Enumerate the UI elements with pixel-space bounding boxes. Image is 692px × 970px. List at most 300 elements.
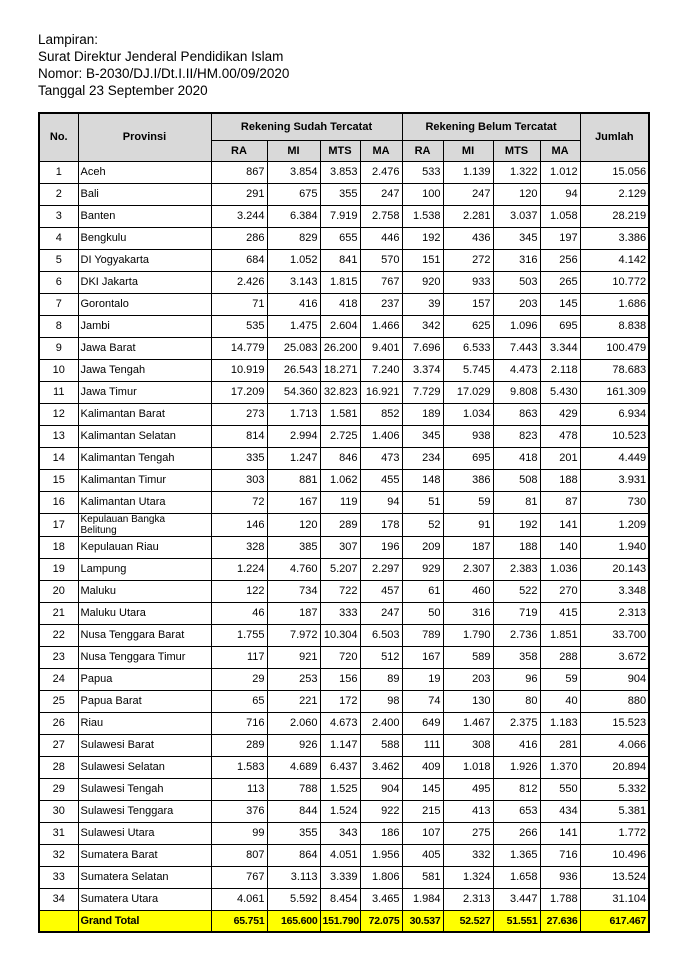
value-sudah: 535 xyxy=(211,315,267,337)
value-sudah: 333 xyxy=(320,602,360,624)
value-belum: 789 xyxy=(402,624,443,646)
table-row xyxy=(39,888,649,910)
row-total: 2.129 xyxy=(580,183,649,205)
value-belum: 416 xyxy=(493,734,540,756)
province-name: Aceh xyxy=(78,161,211,183)
value-belum: 107 xyxy=(402,822,443,844)
row-total: 15.056 xyxy=(580,161,649,183)
grand-total-jumlah: 617.467 xyxy=(580,910,649,932)
value-belum: 141 xyxy=(540,822,580,844)
value-belum: 345 xyxy=(402,425,443,447)
province-name: Maluku xyxy=(78,580,211,602)
value-belum: 7.729 xyxy=(402,381,443,403)
value-sudah: 10.919 xyxy=(211,359,267,381)
row-number: 31 xyxy=(39,822,78,844)
value-belum: 6.533 xyxy=(443,337,493,359)
value-belum: 2.307 xyxy=(443,558,493,580)
value-belum: 145 xyxy=(402,778,443,800)
value-sudah: 25.083 xyxy=(267,337,320,359)
province-name: Kepulauan Riau xyxy=(78,536,211,558)
value-belum: 386 xyxy=(443,469,493,491)
province-name: Bali xyxy=(78,183,211,205)
province-name: Lampung xyxy=(78,558,211,580)
value-sudah: 335 xyxy=(211,447,267,469)
value-sudah: 921 xyxy=(267,646,320,668)
value-sudah: 588 xyxy=(360,734,402,756)
value-sudah: 3.244 xyxy=(211,205,267,227)
row-number: 12 xyxy=(39,403,78,425)
value-sudah: 1.583 xyxy=(211,756,267,778)
value-belum: 1.012 xyxy=(540,161,580,183)
value-sudah: 196 xyxy=(360,536,402,558)
value-sudah: 720 xyxy=(320,646,360,668)
header-provinsi: Provinsi xyxy=(78,113,211,161)
value-sudah: 26.200 xyxy=(320,337,360,359)
value-sudah: 273 xyxy=(211,403,267,425)
value-belum: 522 xyxy=(493,580,540,602)
grand-total-sudah: 165.600 xyxy=(267,910,320,932)
value-belum: 409 xyxy=(402,756,443,778)
value-belum: 7.696 xyxy=(402,337,443,359)
province-name: Maluku Utara xyxy=(78,602,211,624)
row-total: 3.931 xyxy=(580,469,649,491)
value-belum: 192 xyxy=(493,513,540,536)
table-row xyxy=(39,800,649,822)
header-belum-ma: MA xyxy=(540,140,580,161)
value-belum: 418 xyxy=(493,447,540,469)
value-sudah: 1.806 xyxy=(360,866,402,888)
value-belum: 342 xyxy=(402,315,443,337)
value-sudah: 146 xyxy=(211,513,267,536)
value-sudah: 99 xyxy=(211,822,267,844)
value-belum: 4.473 xyxy=(493,359,540,381)
value-belum: 863 xyxy=(493,403,540,425)
row-total: 1.940 xyxy=(580,536,649,558)
row-total: 1.209 xyxy=(580,513,649,536)
row-number: 26 xyxy=(39,712,78,734)
grand-total-sudah: 65.751 xyxy=(211,910,267,932)
row-total: 10.772 xyxy=(580,271,649,293)
value-belum: 188 xyxy=(493,536,540,558)
value-belum: 140 xyxy=(540,536,580,558)
row-total: 20.143 xyxy=(580,558,649,580)
value-belum: 653 xyxy=(493,800,540,822)
grand-total-sudah: 72.075 xyxy=(360,910,402,932)
value-belum: 460 xyxy=(443,580,493,602)
province-name: Sulawesi Utara xyxy=(78,822,211,844)
value-sudah: 655 xyxy=(320,227,360,249)
value-belum: 167 xyxy=(402,646,443,668)
value-belum: 933 xyxy=(443,271,493,293)
row-number: 8 xyxy=(39,315,78,337)
table-row xyxy=(39,337,649,359)
row-number: 24 xyxy=(39,668,78,690)
table-row xyxy=(39,161,649,183)
value-belum: 649 xyxy=(402,712,443,734)
value-sudah: 7.240 xyxy=(360,359,402,381)
value-belum: 2.313 xyxy=(443,888,493,910)
value-belum: 405 xyxy=(402,844,443,866)
value-sudah: 3.113 xyxy=(267,866,320,888)
table-row xyxy=(39,668,649,690)
value-belum: 288 xyxy=(540,646,580,668)
value-sudah: 4.673 xyxy=(320,712,360,734)
header-belum-mi: MI xyxy=(443,140,493,161)
row-number: 15 xyxy=(39,469,78,491)
value-sudah: 570 xyxy=(360,249,402,271)
value-sudah: 1.815 xyxy=(320,271,360,293)
value-sudah: 3.339 xyxy=(320,866,360,888)
value-belum: 247 xyxy=(443,183,493,205)
header-sudah-ma: MA xyxy=(360,140,402,161)
row-number: 21 xyxy=(39,602,78,624)
value-belum: 265 xyxy=(540,271,580,293)
value-sudah: 6.384 xyxy=(267,205,320,227)
table-row xyxy=(39,293,649,315)
value-belum: 40 xyxy=(540,690,580,712)
value-belum: 188 xyxy=(540,469,580,491)
value-sudah: 1.406 xyxy=(360,425,402,447)
province-name: Sulawesi Selatan xyxy=(78,756,211,778)
value-sudah: 684 xyxy=(211,249,267,271)
row-total: 4.449 xyxy=(580,447,649,469)
value-sudah: 1.247 xyxy=(267,447,320,469)
value-sudah: 5.592 xyxy=(267,888,320,910)
row-number: 28 xyxy=(39,756,78,778)
table-header xyxy=(39,113,649,161)
row-number: 29 xyxy=(39,778,78,800)
value-sudah: 122 xyxy=(211,580,267,602)
province-name: Jambi xyxy=(78,315,211,337)
value-sudah: 89 xyxy=(360,668,402,690)
value-sudah: 291 xyxy=(211,183,267,205)
province-name-text: Kepulauan Bangka Belitung xyxy=(80,513,166,536)
table-row xyxy=(39,447,649,469)
province-name: Kalimantan Tengah xyxy=(78,447,211,469)
value-belum: 332 xyxy=(443,844,493,866)
value-sudah: 922 xyxy=(360,800,402,822)
value-sudah: 172 xyxy=(320,690,360,712)
value-belum: 59 xyxy=(540,668,580,690)
value-sudah: 4.760 xyxy=(267,558,320,580)
value-belum: 111 xyxy=(402,734,443,756)
row-total: 4.142 xyxy=(580,249,649,271)
value-sudah: 867 xyxy=(211,161,267,183)
header-belum-mts: MTS xyxy=(493,140,540,161)
table-row xyxy=(39,558,649,580)
value-belum: 1.183 xyxy=(540,712,580,734)
value-sudah: 1.581 xyxy=(320,403,360,425)
value-belum: 17.029 xyxy=(443,381,493,403)
value-sudah: 788 xyxy=(267,778,320,800)
row-number: 2 xyxy=(39,183,78,205)
row-number: 14 xyxy=(39,447,78,469)
value-sudah: 376 xyxy=(211,800,267,822)
value-belum: 936 xyxy=(540,866,580,888)
value-sudah: 14.779 xyxy=(211,337,267,359)
header-group-sudah: Rekening Sudah Tercatat xyxy=(211,113,402,140)
value-belum: 3.037 xyxy=(493,205,540,227)
value-belum: 234 xyxy=(402,447,443,469)
province-name: Sulawesi Tenggara xyxy=(78,800,211,822)
value-sudah: 675 xyxy=(267,183,320,205)
value-sudah: 247 xyxy=(360,183,402,205)
value-sudah: 289 xyxy=(320,513,360,536)
row-total: 78.683 xyxy=(580,359,649,381)
value-belum: 59 xyxy=(443,491,493,513)
value-belum: 5.430 xyxy=(540,381,580,403)
value-sudah: 98 xyxy=(360,690,402,712)
value-belum: 203 xyxy=(493,293,540,315)
value-sudah: 328 xyxy=(211,536,267,558)
row-total: 161.309 xyxy=(580,381,649,403)
value-belum: 1.324 xyxy=(443,866,493,888)
value-sudah: 2.297 xyxy=(360,558,402,580)
grand-total-belum: 51.551 xyxy=(493,910,540,932)
row-total: 880 xyxy=(580,690,649,712)
header-sudah-mts: MTS xyxy=(320,140,360,161)
row-total: 3.348 xyxy=(580,580,649,602)
value-sudah: 9.401 xyxy=(360,337,402,359)
value-sudah: 926 xyxy=(267,734,320,756)
value-belum: 3.374 xyxy=(402,359,443,381)
value-sudah: 2.476 xyxy=(360,161,402,183)
value-belum: 52 xyxy=(402,513,443,536)
value-belum: 2.375 xyxy=(493,712,540,734)
value-belum: 1.365 xyxy=(493,844,540,866)
value-belum: 716 xyxy=(540,844,580,866)
value-belum: 1.370 xyxy=(540,756,580,778)
value-belum: 187 xyxy=(443,536,493,558)
row-total: 2.313 xyxy=(580,602,649,624)
value-sudah: 3.462 xyxy=(360,756,402,778)
value-belum: 1.984 xyxy=(402,888,443,910)
row-number: 6 xyxy=(39,271,78,293)
row-number: 32 xyxy=(39,844,78,866)
value-belum: 429 xyxy=(540,403,580,425)
grand-total-sudah: 151.790 xyxy=(320,910,360,932)
value-belum: 145 xyxy=(540,293,580,315)
value-belum: 1.851 xyxy=(540,624,580,646)
table-row xyxy=(39,403,649,425)
value-belum: 415 xyxy=(540,602,580,624)
table-row xyxy=(39,491,649,513)
row-number: 27 xyxy=(39,734,78,756)
value-sudah: 841 xyxy=(320,249,360,271)
row-number: 20 xyxy=(39,580,78,602)
value-belum: 2.281 xyxy=(443,205,493,227)
value-sudah: 2.400 xyxy=(360,712,402,734)
value-sudah: 1.956 xyxy=(360,844,402,866)
province-name: Kalimantan Utara xyxy=(78,491,211,513)
value-belum: 270 xyxy=(540,580,580,602)
value-belum: 2.118 xyxy=(540,359,580,381)
value-sudah: 1.525 xyxy=(320,778,360,800)
value-belum: 533 xyxy=(402,161,443,183)
value-sudah: 32.823 xyxy=(320,381,360,403)
province-name: Sulawesi Tengah xyxy=(78,778,211,800)
value-belum: 929 xyxy=(402,558,443,580)
value-sudah: 512 xyxy=(360,646,402,668)
value-sudah: 767 xyxy=(360,271,402,293)
province-accounts-table xyxy=(38,112,650,933)
value-belum: 120 xyxy=(493,183,540,205)
value-sudah: 3.853 xyxy=(320,161,360,183)
value-belum: 695 xyxy=(540,315,580,337)
value-belum: 316 xyxy=(493,249,540,271)
value-sudah: 120 xyxy=(267,513,320,536)
value-sudah: 1.524 xyxy=(320,800,360,822)
table-row xyxy=(39,624,649,646)
table-row xyxy=(39,205,649,227)
value-belum: 508 xyxy=(493,469,540,491)
grand-total-row xyxy=(39,910,649,932)
value-belum: 5.745 xyxy=(443,359,493,381)
row-number: 17 xyxy=(39,513,78,536)
value-belum: 1.467 xyxy=(443,712,493,734)
table-row xyxy=(39,844,649,866)
province-name: Nusa Tenggara Timur xyxy=(78,646,211,668)
value-sudah: 307 xyxy=(320,536,360,558)
value-belum: 94 xyxy=(540,183,580,205)
table-row xyxy=(39,646,649,668)
value-sudah: 4.051 xyxy=(320,844,360,866)
value-belum: 581 xyxy=(402,866,443,888)
row-total: 33.700 xyxy=(580,624,649,646)
value-sudah: 3.854 xyxy=(267,161,320,183)
value-belum: 1.139 xyxy=(443,161,493,183)
value-belum: 272 xyxy=(443,249,493,271)
table-row xyxy=(39,712,649,734)
value-sudah: 186 xyxy=(360,822,402,844)
row-total: 100.479 xyxy=(580,337,649,359)
row-number: 18 xyxy=(39,536,78,558)
value-belum: 1.036 xyxy=(540,558,580,580)
province-name: Kalimantan Barat xyxy=(78,403,211,425)
value-sudah: 286 xyxy=(211,227,267,249)
value-sudah: 418 xyxy=(320,293,360,315)
value-belum: 436 xyxy=(443,227,493,249)
header-sudah-ra: RA xyxy=(211,140,267,161)
header-surat: Surat Direktur Jenderal Pendidikan Islam xyxy=(38,49,284,64)
table-row xyxy=(39,183,649,205)
row-number: 34 xyxy=(39,888,78,910)
value-belum: 823 xyxy=(493,425,540,447)
value-belum: 2.383 xyxy=(493,558,540,580)
value-belum: 275 xyxy=(443,822,493,844)
table-row xyxy=(39,469,649,491)
value-belum: 96 xyxy=(493,668,540,690)
value-belum: 148 xyxy=(402,469,443,491)
value-belum: 345 xyxy=(493,227,540,249)
value-belum: 1.658 xyxy=(493,866,540,888)
row-total: 5.381 xyxy=(580,800,649,822)
row-number: 1 xyxy=(39,161,78,183)
province-name: Gorontalo xyxy=(78,293,211,315)
value-sudah: 119 xyxy=(320,491,360,513)
value-sudah: 416 xyxy=(267,293,320,315)
value-sudah: 355 xyxy=(320,183,360,205)
value-belum: 316 xyxy=(443,602,493,624)
value-sudah: 844 xyxy=(267,800,320,822)
row-total: 3.672 xyxy=(580,646,649,668)
value-sudah: 303 xyxy=(211,469,267,491)
value-sudah: 343 xyxy=(320,822,360,844)
value-belum: 80 xyxy=(493,690,540,712)
row-number: 13 xyxy=(39,425,78,447)
table-row xyxy=(39,513,649,536)
value-sudah: 904 xyxy=(360,778,402,800)
row-total: 10.523 xyxy=(580,425,649,447)
row-total: 730 xyxy=(580,491,649,513)
table-row xyxy=(39,425,649,447)
value-belum: 1.322 xyxy=(493,161,540,183)
value-sudah: 814 xyxy=(211,425,267,447)
value-sudah: 178 xyxy=(360,513,402,536)
value-sudah: 46 xyxy=(211,602,267,624)
value-sudah: 2.426 xyxy=(211,271,267,293)
value-sudah: 1.052 xyxy=(267,249,320,271)
province-name: Sumatera Barat xyxy=(78,844,211,866)
grand-total-empty xyxy=(39,910,78,932)
header-lampiran: Lampiran: xyxy=(38,32,99,47)
value-belum: 215 xyxy=(402,800,443,822)
table-row xyxy=(39,536,649,558)
value-sudah: 716 xyxy=(211,712,267,734)
value-sudah: 7.919 xyxy=(320,205,360,227)
value-belum: 1.926 xyxy=(493,756,540,778)
table-row xyxy=(39,756,649,778)
value-sudah: 1.466 xyxy=(360,315,402,337)
row-total: 8.838 xyxy=(580,315,649,337)
value-belum: 3.344 xyxy=(540,337,580,359)
province-name: DI Yogyakarta xyxy=(78,249,211,271)
value-belum: 61 xyxy=(402,580,443,602)
value-sudah: 1.224 xyxy=(211,558,267,580)
row-number: 4 xyxy=(39,227,78,249)
value-belum: 100 xyxy=(402,183,443,205)
row-total: 904 xyxy=(580,668,649,690)
province-name: Sumatera Utara xyxy=(78,888,211,910)
value-belum: 1.096 xyxy=(493,315,540,337)
province-name: Sumatera Selatan xyxy=(78,866,211,888)
value-belum: 281 xyxy=(540,734,580,756)
value-sudah: 2.060 xyxy=(267,712,320,734)
value-belum: 478 xyxy=(540,425,580,447)
value-belum: 3.447 xyxy=(493,888,540,910)
value-belum: 201 xyxy=(540,447,580,469)
row-number: 3 xyxy=(39,205,78,227)
province-name: Papua xyxy=(78,668,211,690)
value-sudah: 2.604 xyxy=(320,315,360,337)
value-sudah: 864 xyxy=(267,844,320,866)
table-row xyxy=(39,381,649,403)
value-sudah: 65 xyxy=(211,690,267,712)
value-sudah: 29 xyxy=(211,668,267,690)
value-belum: 189 xyxy=(402,403,443,425)
value-sudah: 72 xyxy=(211,491,267,513)
value-belum: 81 xyxy=(493,491,540,513)
value-sudah: 16.921 xyxy=(360,381,402,403)
row-number: 7 xyxy=(39,293,78,315)
header-group-row xyxy=(39,113,649,140)
value-sudah: 1.755 xyxy=(211,624,267,646)
value-belum: 495 xyxy=(443,778,493,800)
value-sudah: 10.304 xyxy=(320,624,360,646)
table-row xyxy=(39,249,649,271)
row-total: 10.496 xyxy=(580,844,649,866)
province-name: DKI Jakarta xyxy=(78,271,211,293)
